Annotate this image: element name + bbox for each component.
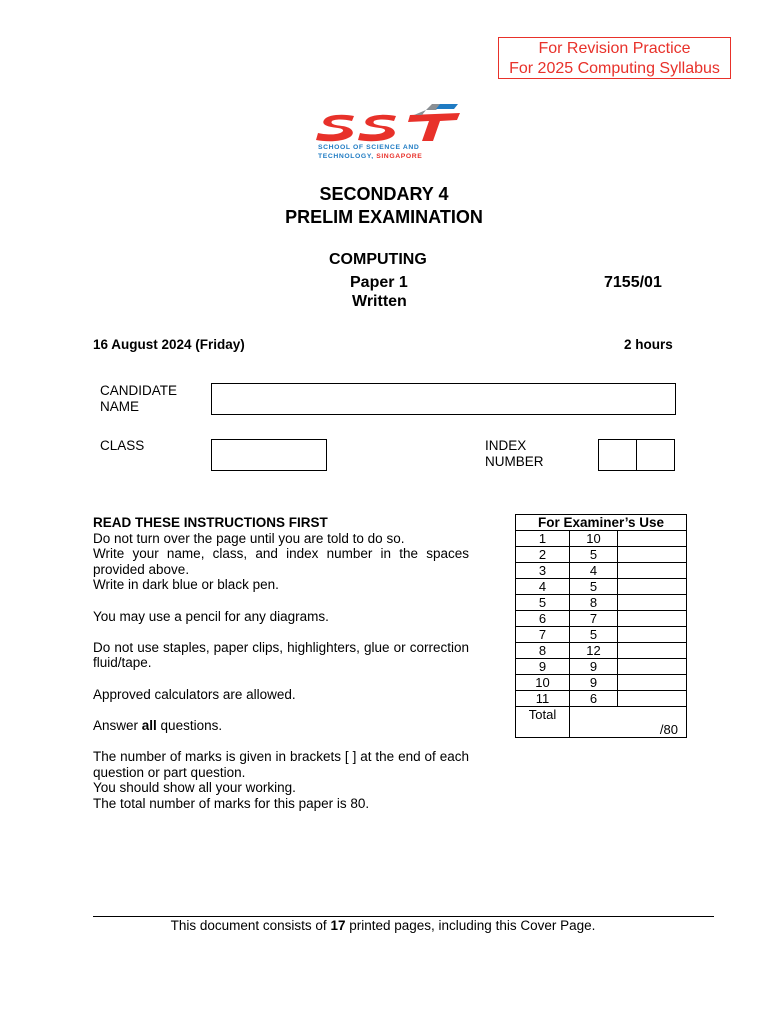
examiner-row (516, 675, 687, 691)
index-number-digit-1[interactable] (598, 439, 637, 471)
question-score-cell[interactable] (618, 659, 687, 675)
question-max-marks: 5 (570, 547, 618, 563)
question-max-marks: 5 (570, 579, 618, 595)
instruction-9: You should show all your working. (93, 780, 296, 796)
index-number-label (485, 438, 544, 470)
instruction-10: The total number of marks for this paper is 80. (93, 795, 370, 811)
exam-duration: 2 hours (624, 337, 673, 352)
examiner-row (516, 659, 687, 675)
instruction-7-prefix: Answer (93, 717, 142, 733)
index-number-digit-2[interactable] (636, 439, 675, 471)
examiner-row (516, 627, 687, 643)
question-score-cell[interactable] (618, 627, 687, 643)
question-number: 2 (516, 547, 570, 563)
examiner-row (516, 611, 687, 627)
candidate-label-line-2: NAME (100, 399, 140, 414)
question-max-marks: 12 (570, 643, 618, 659)
instructions-heading: READ THESE INSTRUCTIONS FIRST (93, 515, 328, 530)
question-score-cell[interactable] (618, 643, 687, 659)
examiner-table-heading: For Examiner’s Use (516, 515, 687, 531)
instruction-1: Do not turn over the page until you are told to do so. (93, 530, 405, 546)
paper-mode: Written (352, 293, 407, 310)
total-value[interactable]: /80 (570, 707, 687, 738)
candidate-label-line-1: CANDIDATE (100, 383, 178, 398)
subject-name: COMPUTING (329, 251, 427, 268)
question-score-cell[interactable] (618, 579, 687, 595)
question-number: 9 (516, 659, 570, 675)
examiner-table-body (516, 531, 687, 707)
total-label: Total (516, 707, 570, 738)
instruction-7-suffix: questions. (156, 717, 223, 733)
examiner-table (515, 514, 687, 738)
footer-prefix: This document consists of (170, 918, 331, 933)
question-number: 1 (516, 531, 570, 547)
exam-title-line-2: PRELIM EXAMINATION (285, 207, 483, 227)
instruction-8: The number of marks is given in brackets [ ] at the end of each question or part question. (93, 748, 469, 780)
candidate-name-label (100, 383, 177, 415)
question-max-marks: 9 (570, 675, 618, 691)
paper-code: 7155/01 (604, 274, 662, 291)
examiner-row (516, 595, 687, 611)
instruction-4: You may use a pencil for any diagrams. (93, 608, 329, 624)
logo-line-2 (318, 153, 464, 160)
stamp-line-2: For 2025 Computing Syllabus (509, 60, 720, 77)
question-score-cell[interactable] (618, 547, 687, 563)
school-logo (314, 100, 464, 164)
question-number: 10 (516, 675, 570, 691)
examiner-row (516, 563, 687, 579)
footer-divider (93, 916, 714, 917)
question-max-marks: 10 (570, 531, 618, 547)
logo-line-2-prefix: TECHNOLOGY, (318, 153, 377, 160)
class-label: CLASS (100, 438, 145, 453)
logo-line-2-suffix: SINGAPORE (376, 153, 423, 160)
question-number: 11 (516, 691, 570, 707)
question-number: 5 (516, 595, 570, 611)
question-score-cell[interactable] (618, 563, 687, 579)
question-number: 8 (516, 643, 570, 659)
examiner-row (516, 547, 687, 563)
exam-date: 16 August 2024 (Friday) (93, 337, 245, 352)
total-row (516, 707, 687, 738)
instruction-6: Approved calculators are allowed. (93, 686, 296, 702)
class-field[interactable] (211, 439, 327, 471)
candidate-name-field[interactable] (211, 383, 676, 415)
question-max-marks: 5 (570, 627, 618, 643)
examiner-row (516, 531, 687, 547)
examiner-row (516, 643, 687, 659)
question-number: 3 (516, 563, 570, 579)
exam-title-line-1: SECONDARY 4 (319, 184, 449, 204)
index-label-line-1: INDEX (485, 438, 527, 453)
footer-page-count: 17 (330, 918, 346, 933)
question-score-cell[interactable] (618, 595, 687, 611)
question-max-marks: 9 (570, 659, 618, 675)
sst-logo-mark (314, 100, 464, 144)
question-max-marks: 8 (570, 595, 618, 611)
question-max-marks: 6 (570, 691, 618, 707)
question-max-marks: 7 (570, 611, 618, 627)
index-label-line-2: NUMBER (485, 454, 544, 469)
instruction-7-emphasis: all (141, 717, 157, 733)
question-score-cell[interactable] (618, 675, 687, 691)
question-number: 7 (516, 627, 570, 643)
question-score-cell[interactable] (618, 531, 687, 547)
page-count-note (93, 918, 673, 934)
stamp-line-1: For Revision Practice (538, 40, 691, 57)
examiner-row (516, 579, 687, 595)
instructions (93, 515, 469, 811)
instruction-7 (93, 718, 469, 734)
question-max-marks: 4 (570, 563, 618, 579)
logo-line-1: SCHOOL OF SCIENCE AND (318, 144, 420, 151)
question-number: 4 (516, 579, 570, 595)
question-score-cell[interactable] (618, 691, 687, 707)
instruction-3: Write in dark blue or black pen. (93, 577, 279, 593)
paper-number: Paper 1 (350, 274, 408, 291)
revision-stamp (498, 37, 731, 79)
question-number: 6 (516, 611, 570, 627)
instruction-5: Do not use staples, paper clips, highlighters, glue or correction fluid/tape. (93, 639, 469, 671)
examiner-row (516, 691, 687, 707)
instruction-2: Write your name, class, and index number in the spaces provided above. (93, 546, 469, 577)
footer-suffix: printed pages, including this Cover Page. (345, 918, 596, 933)
question-score-cell[interactable] (618, 611, 687, 627)
